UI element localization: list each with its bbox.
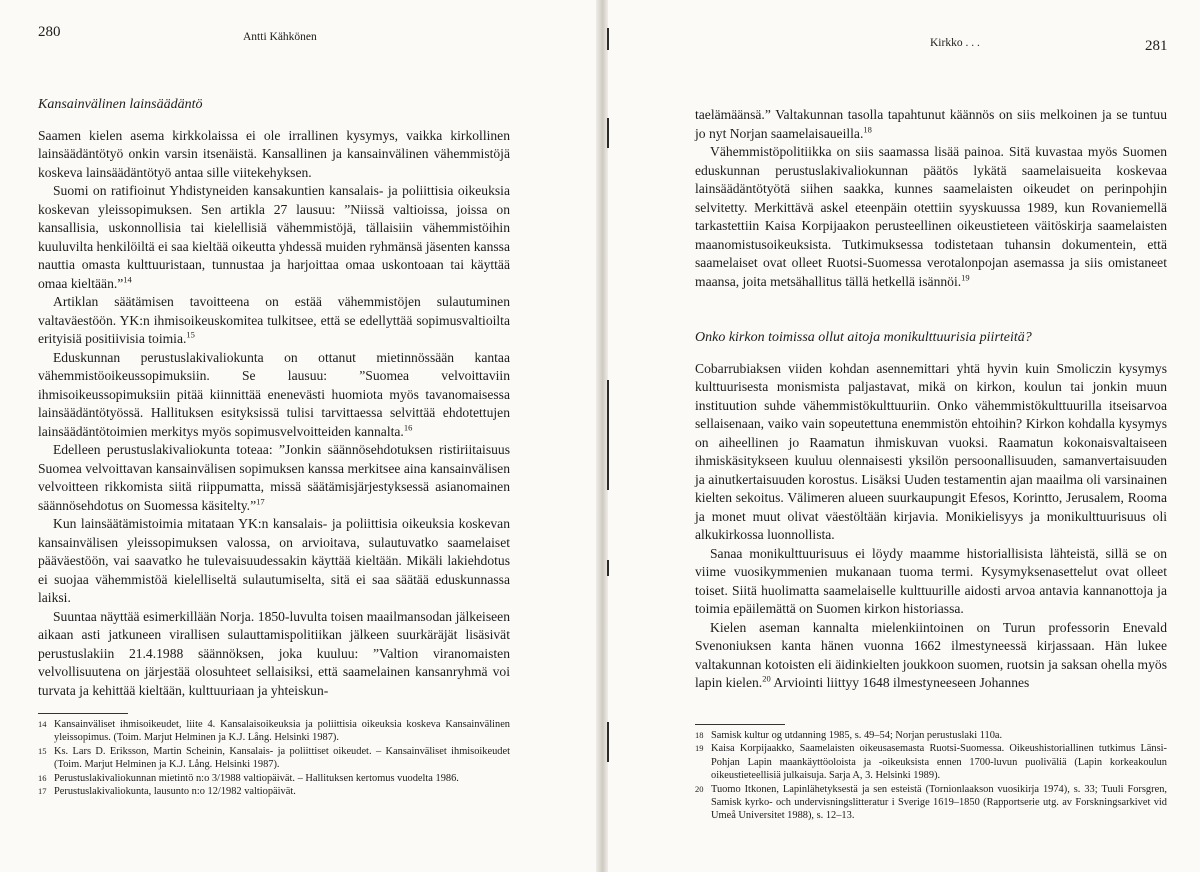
body-paragraph	[38, 182, 510, 293]
footnote	[38, 718, 510, 745]
paragraph-text: Kielen aseman kannalta mielenkiintoinen on Turun professorin Enevald Svenoniuksen kanta hänen vuonna 1662 ilmestyneessä kirjassaan. Hän lukee valtakunnan kotoisten eli äidinkielten joukkoon suomen, ruotsin ja saksan ohella myös lapin kielen.	[695, 619, 1167, 690]
paragraph-text: Eduskunnan perustuslakivaliokunta on ottanut mietinnössään kantaa vähemmistöoikeussopimuksiin. Se lausuu: ”Suomea velvoittaviin ihmisoikeussopimuksiin pitää kiinnittää enenevästi huomiota myös tavanomaisessa lainsäädäntötyössä. Hallituksen esityksissä tulisi tarvittaessa selvittää ehdotettujen lainsäädäntötoimien merkitys myös sopimusvelvoitteiden kannalta.	[38, 349, 510, 439]
body-paragraph	[695, 360, 1167, 545]
footnote-text: Tuomo Itkonen, Lapinlähetyksestä ja sen esteistä (Tornionlaakson vuosikirja 1974), s. 33; Tuuli Forsgren, Samisk kyrko- och undervisningslitteratur i Sverige 1619–1850 (Rapportserie utg. av Forskningsarkivet vid Umeå Universitet 1988), s. 12–13.	[711, 783, 1167, 822]
footnote-ref: 19	[961, 271, 970, 282]
section-title: Kansainvälinen lainsäädäntö	[38, 97, 203, 112]
footnote	[695, 783, 1167, 823]
body-paragraph	[695, 545, 1167, 619]
footnote-number: 15	[38, 745, 47, 756]
footnote-number: 14	[38, 719, 47, 729]
footnote	[695, 729, 1167, 742]
paragraph-text: Artiklan säätämisen tavoitteena on estää vähemmistöjen sulautuminen valtaväestöön. YK:n ihmisoikeuskomitea tulkitsee, että se edellyttää sopimusvaltioilta erityisiä positiivisia toimia.	[38, 294, 510, 346]
footnote	[695, 742, 1167, 782]
footnote-ref: 17	[256, 495, 265, 506]
right-body	[695, 106, 1167, 693]
section-title: Onko kirkon toimissa ollut aitoja monikulttuurisia piirteitä?	[695, 330, 1032, 345]
body-paragraph	[38, 127, 510, 183]
right-page	[600, 0, 1200, 872]
page-number: 281	[1145, 38, 1168, 54]
paragraph-text: Sanaa monikulttuurisuus ei löydy maamme historiallisista lähteistä, sillä se on viime vuosikymmenien mukanaan tuoma termi. Kysymyksenasettelut ovat olleet toiset. Siitä huolimatta saamelaiselle kulttuurille aidosti arvoa antavia kannanottoja ja toimia epäilemättä on Suomen kirkon historiassa.	[695, 545, 1167, 616]
body-paragraph	[38, 293, 510, 349]
paragraph-text: taelämäänsä.” Valtakunnan tasolla tapahtunut käännös on siis melkoinen ja se tuntuu jo nyt Norjan saamelaisaueilla.	[695, 107, 1167, 141]
footnote-text: Samisk kultur og utdanning 1985, s. 49–54; Norjan perustuslaki 110a.	[711, 730, 1003, 741]
footnote-ref: 18	[863, 123, 872, 134]
footnote-number: 20	[695, 783, 704, 794]
footnote-number: 19	[695, 743, 704, 754]
paragraph-text: Saamen kielen asema kirkkolaissa ei ole irrallinen kysymys, vaikka kirkollinen lainsäädäntötyö onkin varsin itsenäistä. Kansallinen ja kansainvälinen vähemmistöjä koskeva lainsäädäntötyö antaa sille viitekehyksen.	[38, 127, 510, 180]
right-paragraphs-bottom	[695, 360, 1167, 693]
footnote-text: Ks. Lars D. Eriksson, Martin Scheinin, Kansalais- ja poliittiset oikeudet. – Kansainväliset ihmisoikeudet (Toim. Marjut Helminen ja K.J. Lång. Helsinki 1987).	[54, 745, 510, 771]
footnote-number: 18	[695, 730, 704, 740]
body-paragraph	[695, 143, 1167, 291]
page-number: 280	[38, 24, 61, 40]
footnote-number: 16	[38, 772, 47, 783]
footnote-rule	[38, 713, 128, 714]
paragraph-text: Arviointi liittyy 1648 ilmestyneeseen Johannes	[770, 675, 1030, 690]
footnote-ref: 16	[403, 421, 413, 432]
footnote	[38, 772, 510, 785]
footnote-text: Perustuslakivaliokunta, lausunto n:o 12/1982 valtiopäivät.	[54, 786, 296, 798]
running-head: Antti Kähkönen	[243, 31, 317, 43]
footnote	[38, 745, 510, 772]
paragraph-text: Suuntaa näyttää esimerkillään Norja. 1850-luvulta toisen maailmansodan jälkeiseen aikaan asti jatkuneen virallisen sulauttamispolitiikan jälkeen suurkäräjät lisäsivät perustuslakiin 21.4.1988 säännöksen, joka kuuluu: ”Valtion viranomaisten velvollisuutena on järjestää olosuhteet sellaisiksi, että saamelainen kansanryhmä voi turvata ja kehittää kieltään, kulttuuriaan ja yhteiskun-	[38, 608, 510, 698]
left-paragraphs	[38, 127, 510, 701]
paragraph-text: Suomi on ratifioinut Yhdistyneiden kansakuntien kansalais- ja poliittisia oikeuksia koskevan yleissopimuksen. Sen artikla 27 lausuu: ”Niissä valtioissa, joissa on kansallisia, uskonnollisia tai kielellisiä vähemmistöjä, tällaisiin vähemmistöihin kuuluvilta henkilöiltä ei saa kieltää oikeutta yhdessä muiden ryhmänsä jäsenten kanssa nauttia omasta kulttuuristaan, tunnustaa ja harjoittaa omaa uskontoaan tai käyttää omaa kieltään.”	[38, 183, 510, 291]
left-body	[38, 96, 510, 700]
body-paragraph	[695, 619, 1167, 693]
footnote-ref: 14	[123, 273, 132, 284]
right-footnotes	[695, 729, 1167, 823]
footnote-text: Kansainväliset ihmisoikeudet, liite 4. Kansalaisoikeuksia ja poliittisia oikeuksia koskeva Kansainvälinen yleissopimus. (Toim. Marjut Helminen ja K.J. Lång. Helsinki 1987).	[54, 719, 510, 744]
paragraph-text: Vähemmistöpolitiikka on siis saamassa lisää painoa. Sitä kuvastaa myös Suomen eduskunnan perustuslakivaliokunnan päätös lykätä saamelaisueita koskevaa lainsäädäntötyötä siihen saakka, kunnes saamelaisten oikeudet on perinpohjin selvitetty. Merkittävä askel eteenpäin otettiin syyskuussa 1989, kun Rovaniemellä tarkastettiin Kaisa Korpijaakon perusteellinen oikeustieteen väitöskirja saamelaisten maanomistusoikeuksista. Tutkimuksessa todistetaan tuhansin dokumentein, että saamelaiset ovat olleet Ruotsi-Suomessa verotalonpojan asemassa ja siis omistaneet maansa, joita metsähallitus tällä hetkellä isännöi.	[695, 144, 1167, 289]
paragraph-text: Edelleen perustuslakivaliokunta toteaa: ”Jonkin säännösehdotuksen ristiriitaisuus Suomea velvoittavan kansainvälisen sopimuksen kanssa merkitsee aina kansainvälisen velvoitteen rikkomista siitä riippumatta, missä säätämisjärjestyksessä asianomainen säännösehdotus on Suomessa käsitelty.”	[38, 442, 510, 513]
body-paragraph	[38, 349, 510, 442]
body-paragraph	[38, 515, 510, 608]
paragraph-text: Kun lainsäätämistoimia mitataan YK:n kansalais- ja poliittisia oikeuksia koskevan kansainvälisen yleissopimuksen valossa, on arvioitava, sulautuvatko saamelaiset pääväestöön, vai saavatko he tulevaisuudessakin käyttää kieltään. Mikäli lakiehdotus ei suojaa vähemmistöä kielelliseltä sulautumiselta, sitä ei saa säätää eduskunnassa laiksi.	[38, 516, 510, 605]
footnote	[38, 785, 510, 798]
footnote-ref: 20	[762, 673, 771, 684]
body-paragraph	[695, 106, 1167, 143]
footnote-text: Kaisa Korpijaakko, Saamelaisten oikeusasemasta Ruotsi-Suomessa. Oikeushistoriallinen tutkimus Länsi-Pohjan Lapin maankäyttöoloista ja -oikeuksista ennen 1700-luvun puoliväliä (Lapin korkeakoulun oikeustieteellisiä julkaisuja. Sarja A, 3. Helsinki 1989).	[711, 743, 1167, 782]
right-paragraphs-top	[695, 106, 1167, 291]
paragraph-text: Cobarrubiaksen viiden kohdan asennemittari yhtä hyvin kuin Smoliczin kysymys kulttuurisesta monismista paljastavat, mikä on kirkon, koulun tai jonkin muun instituution suhde vähemmistökulttuuriin. Onko vähemmistökulttuurilla itseisarvoa sellaisenaan, vaiko vain sopeutettuna enemmistön ehtoihin? Kirkon kohdalla kysymys on aiheellinen jo Raamatun ihmiskuvan vuoksi. Raamatun kokonaisvaltaiseen ihmiskäsitykseen kuuluu olennaisesti yksilön persoonallisuuden, samanvertaisuuden ja ainutkertaisuuden korostus. Lisäksi Uuden testamentin ajan maailma oli varsinainen kielten sekoitus. Välimeren alueen suurkaupungit Efesos, Korintto, Jerusalem, Rooma ja monet muut olivat väestöltään kirjavia. Monikielisyys ja monikulttuurisuus oli alkukirkossa luonnollista.	[695, 360, 1167, 542]
left-footnotes	[38, 718, 510, 798]
footnote-text: Perustuslakivaliokunnan mietintö n:o 3/1988 valtiopäivät. – Hallituksen kertomus vuodelta 1986.	[54, 772, 459, 784]
running-head: Kirkko . . .	[930, 37, 980, 49]
body-paragraph	[38, 441, 510, 515]
footnote-rule	[695, 724, 785, 725]
body-paragraph	[38, 608, 510, 701]
footnote-number: 17	[38, 786, 47, 797]
footnote-ref: 15	[186, 329, 195, 340]
